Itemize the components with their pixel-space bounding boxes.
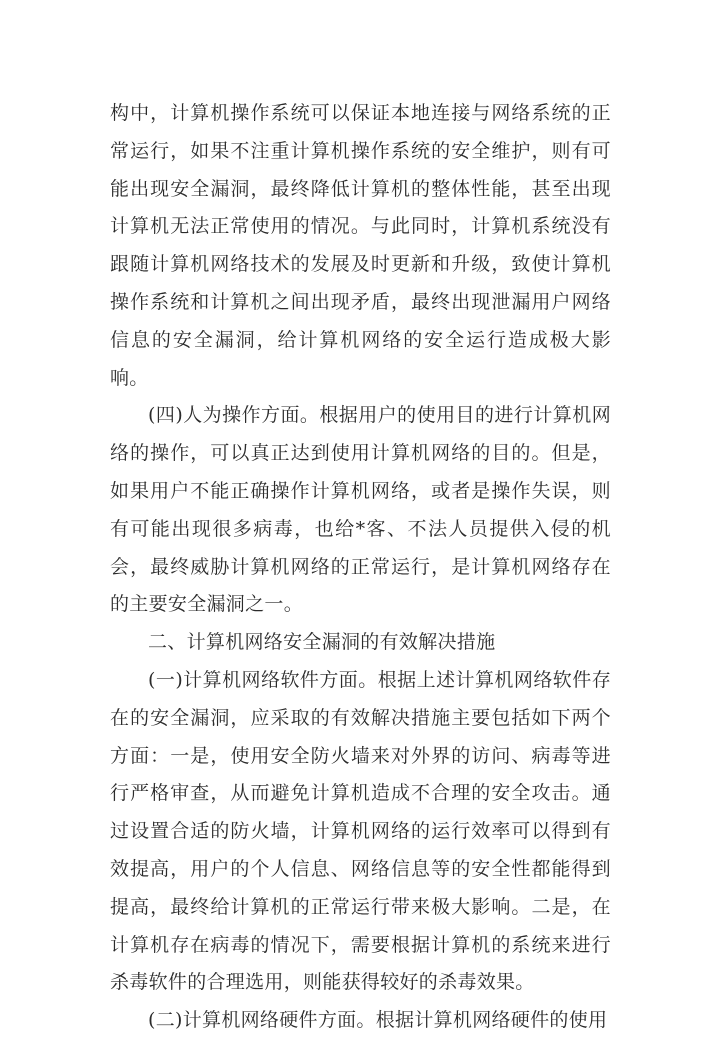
paragraph-software-measures: (一)计算机网络软件方面。根据上述计算机网络软件存在的安全漏洞，应采取的有效解决措施主要包括如下两个方面：一是，使用安全防火墙来对外界的访问、病毒等进行严格审查，从而避免计算机造成不合理的安全攻击。通过设置合适的防火墙，计算机网络的运行效率可以得到有效提高，用户的个人信息、网络信息等的安全性都能得到提高，最终给计算机的正常运行带来极大影响。二是，在计算机存在病毒的情况下，需要根据计算机的系统来进行杀毒软件的合理选用，则能获得较好的杀毒效果。 — [110, 668, 611, 994]
document-body — [110, 95, 611, 1040]
paragraph-human-operation: (四)人为操作方面。根据用户的使用目的进行计算机网络的操作，可以真正达到使用计算机网络的目的。但是，如果用户不能正确操作计算机网络，或者是操作失误，则有可能出现很多病毒，也给*客、不法人员提供入侵的机会，最终威胁计算机网络的正常运行，是计算机网络存在的主要安全漏洞之一。 — [110, 404, 611, 616]
paragraph-hardware-measures: (二)计算机网络硬件方面。根据计算机网络硬件的使用 — [148, 1009, 608, 1032]
section-heading-solutions: 二、计算机网络安全漏洞的有效解决措施 — [148, 631, 496, 654]
paragraph-os-vulnerability: 构中，计算机操作系统可以保证本地连接与网络系统的正常运行，如果不注重计算机操作系统的安全维护，则有可能出现安全漏洞，最终降低计算机的整体性能，甚至出现计算机无法正常使用的情况。与此同时，计算机系统没有跟随计算机网络技术的发展及时更新和升级，致使计算机操作系统和计算机之间出现矛盾，最终出现泄漏用户网络信息的安全漏洞，给计算机网络的安全运行造成极大影响。 — [110, 102, 611, 389]
